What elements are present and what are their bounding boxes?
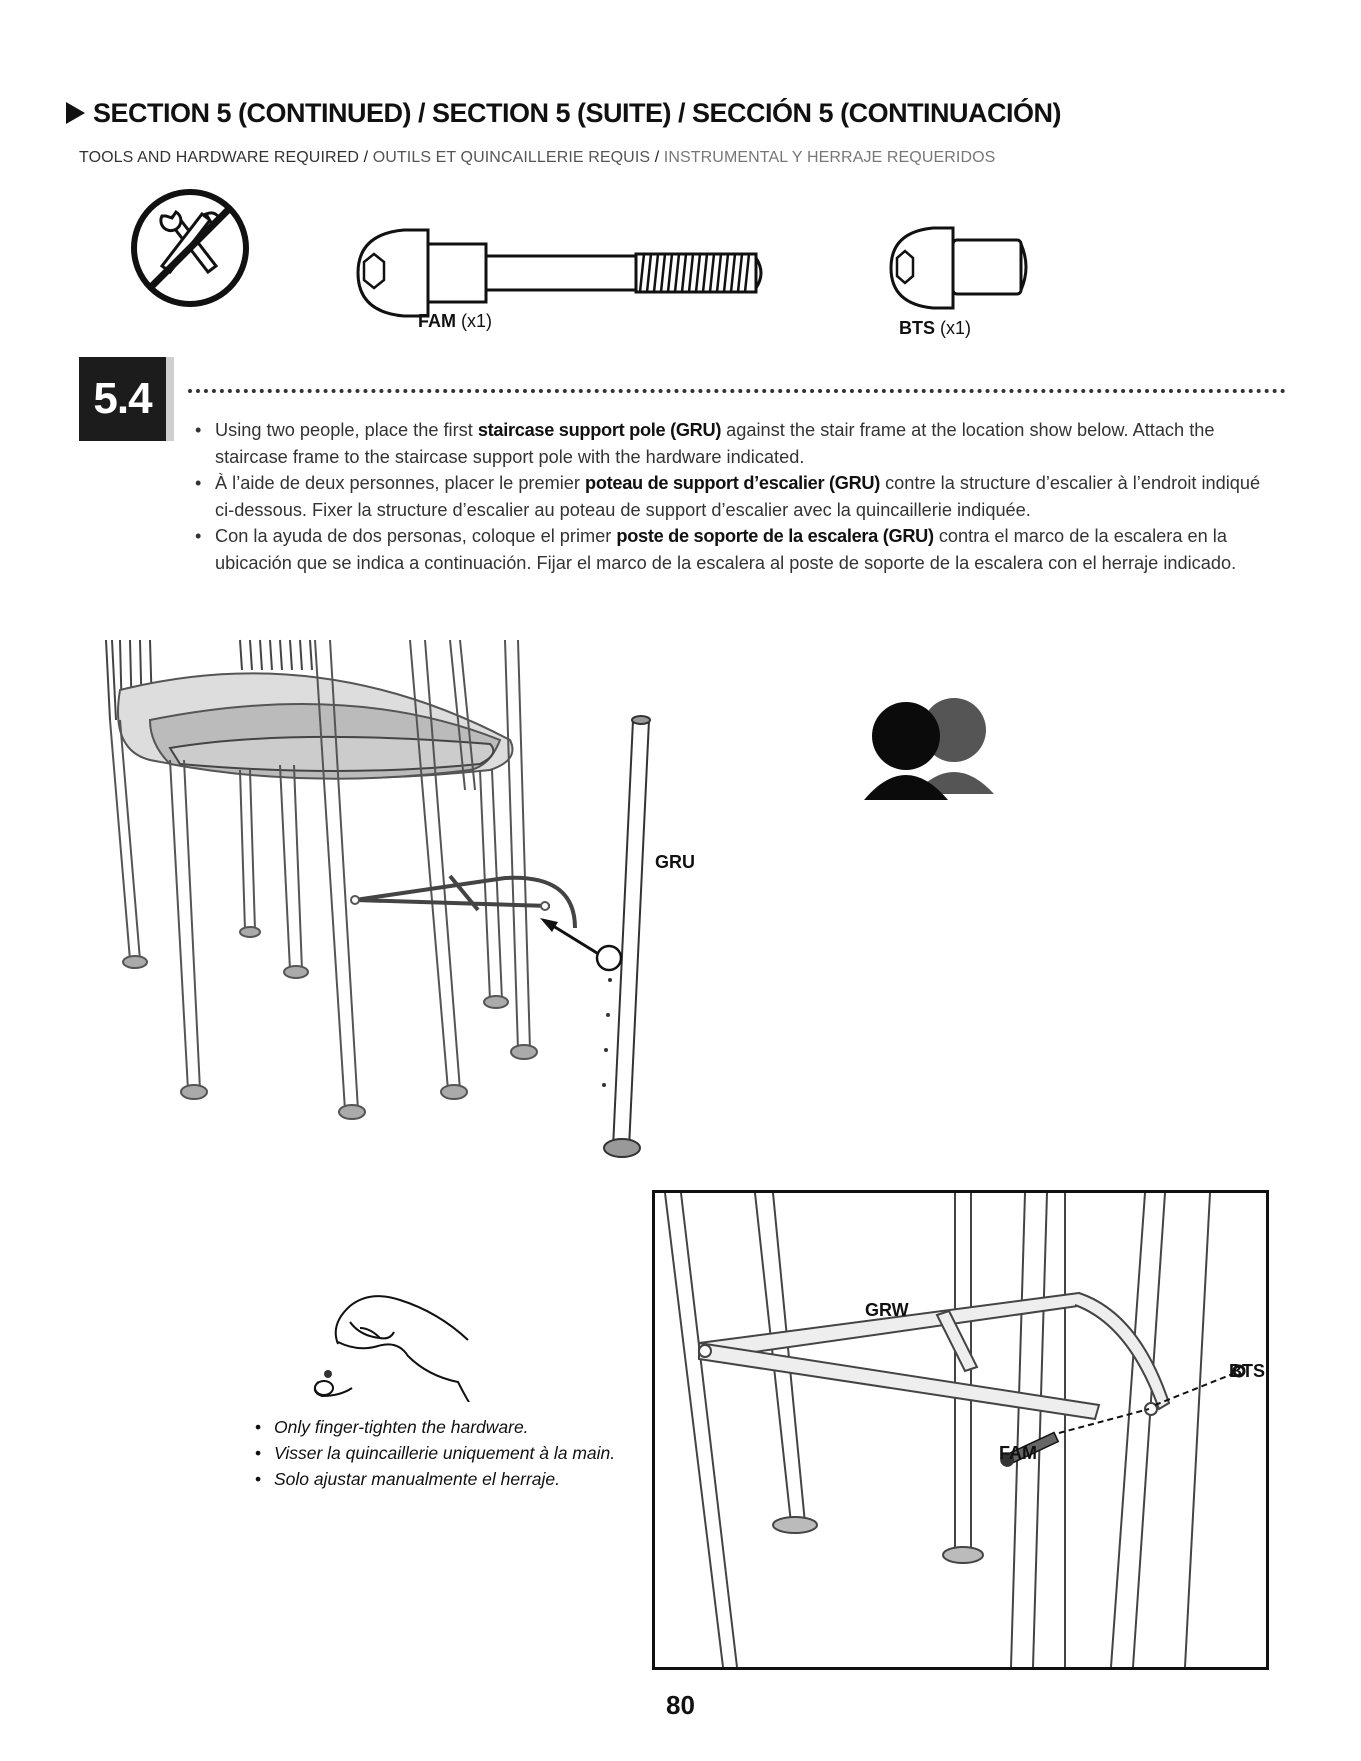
- page-number: 80: [666, 1690, 695, 1720]
- note-en: • Only finger-tighten the hardware.: [255, 1414, 615, 1440]
- fam-callout-label: FAM: [999, 1443, 1037, 1463]
- step-number: 5.4: [79, 357, 166, 441]
- dotted-divider: [188, 389, 1286, 393]
- tools-label-fr: OUTILS ET QUINCAILLERIE REQUIS: [372, 149, 651, 166]
- step-instructions: [195, 417, 1275, 576]
- detail-view: [652, 1190, 1269, 1670]
- gru-label: GRU: [655, 852, 695, 872]
- step-number-accent: [166, 357, 174, 441]
- grw-label: GRW: [865, 1300, 909, 1320]
- instruction-es: • Con la ayuda de dos personas, coloque el primer poste de soporte de la escalera (GRU) contra el marco de la escalera en la ubicación que se indica a continuación. Fijar el marco de la escalera al poste de soporte de la escalera con el herraje indicado.: [195, 523, 1275, 576]
- detail-illustration: [655, 1193, 1266, 1667]
- tools-label-en: TOOLS AND HARDWARE REQUIRED: [79, 149, 360, 166]
- note-es: • Solo ajustar manualmente el herraje.: [255, 1466, 615, 1492]
- section-title: SECTION 5 (CONTINUED) / SECTION 5 (SUITE) / SECCIÓN 5 (CONTINUACIÓN): [66, 98, 1061, 129]
- finger-tighten-notes: [255, 1414, 615, 1492]
- finger-tighten-hand-icon: [310, 1282, 472, 1402]
- no-tools-icon: [128, 186, 252, 310]
- bts-callout-label: BTS: [1229, 1361, 1265, 1381]
- two-people-icon: [862, 696, 994, 802]
- tools-hardware-required: TOOLS AND HARDWARE REQUIRED / OUTILS ET QUINCAILLERIE REQUIS / INSTRUMENTAL Y HERRAJE REQUERIDOS: [79, 149, 996, 166]
- fam-label: FAM (x1): [418, 311, 493, 331]
- assembly-illustration: [90, 630, 730, 1230]
- bts-bolt-icon: [885, 222, 1041, 314]
- tools-label-es: INSTRUMENTAL Y HERRAJE REQUERIDOS: [663, 149, 996, 166]
- triangle-bullet-icon: [66, 102, 85, 124]
- bts-label: BTS (x1): [899, 318, 972, 338]
- fam-bolt-icon: [354, 222, 774, 324]
- instruction-fr: • À l’aide de deux personnes, placer le premier poteau de support d’escalier (GRU) contre la structure d’escalier à l’endroit indiqué ci-dessous. Fixer la structure d’escalier au poteau de support d’escalier avec la quincaillerie indiquée.: [195, 470, 1275, 523]
- instruction-en: • Using two people, place the first staircase support pole (GRU) against the stair frame at the location show below. Attach the staircase frame to the staircase support pole with the hardware indicated.: [195, 417, 1275, 470]
- note-fr: • Visser la quincaillerie uniquement à la main.: [255, 1440, 615, 1466]
